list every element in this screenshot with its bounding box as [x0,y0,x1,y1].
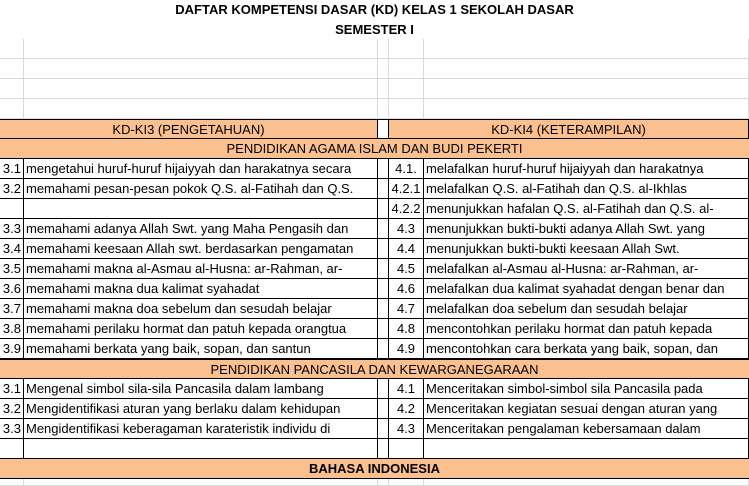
kd-ki3-text[interactable]: memahami makna doa sebelum dan sesudah belajar [24,299,378,319]
empty-cell[interactable] [424,79,749,99]
header-spacer[interactable] [378,120,389,139]
empty-row [0,439,749,459]
kd-ki4-number[interactable]: 4.9 [389,339,424,359]
kd-ki3-text[interactable]: memahami berkata yang baik, sopan, dan santun [24,339,378,359]
spacer-cell[interactable] [378,279,389,299]
kd-row [0,159,749,179]
kd-row [0,299,749,319]
empty-cell[interactable] [389,39,424,59]
kd-ki4-number[interactable]: 4.6 [389,279,424,299]
kd-row [0,319,749,339]
spacer-cell[interactable] [378,179,389,199]
kd-ki4-text[interactable]: Menceritakan kegiatan sesuai dengan aturan yang [424,399,749,419]
kd-ki4-text[interactable]: mencontohkan cara berkata yang baik, sopan, dan [424,339,749,359]
kd-ki4-number[interactable]: 4.1. [389,159,424,179]
kd-ki3-text[interactable]: memahami adanya Allah Swt. yang Maha Pengasih dan [24,219,378,239]
kd-ki3-text[interactable]: memahami perilaku hormat dan patuh kepada orangtua [24,319,378,339]
kd-row [0,199,749,219]
kd-ki4-number[interactable]: 4.1 [389,379,424,399]
kd-ki4-number[interactable]: 4.3 [389,219,424,239]
kd-row [0,419,749,439]
kd-ki3-number[interactable]: 3.4 [0,239,24,259]
partial-row [0,479,749,486]
kd-row [0,219,749,239]
kd-row [0,279,749,299]
kd-ki3-text[interactable]: memahami makna dua kalimat syahadat [24,279,378,299]
kd-ki3-number[interactable]: 3.9 [0,339,24,359]
kd-ki3-number[interactable]: 3.2 [0,179,24,199]
kd-ki3-number[interactable]: 3.2 [0,399,24,419]
kd-ki4-text[interactable]: menunjukkan bukti-bukti keesaan Allah Swt. [424,239,749,259]
empty-cell[interactable] [378,39,389,59]
subject-ppkn[interactable]: PENDIDIKAN PANCASILA DAN KEWARGANEGARAAN [0,359,749,379]
empty-cell[interactable] [424,479,749,486]
empty-cell[interactable] [0,479,24,486]
empty-cell[interactable] [378,59,389,79]
empty-cell[interactable] [24,79,378,99]
empty-cell[interactable] [378,439,389,459]
empty-cell[interactable] [0,99,24,119]
empty-cell[interactable] [378,479,389,486]
kd-ki3-number[interactable]: 3.7 [0,299,24,319]
header-ki3[interactable]: KD-KI3 (PENGETAHUAN) [0,120,378,139]
spacer-cell[interactable] [378,219,389,239]
kd-ki3-text[interactable]: Mengenal simbol sila-sila Pancasila dalam lambang [24,379,378,399]
empty-cell[interactable] [389,479,424,486]
kd-ki4-text[interactable]: Menceritakan pengalaman kebersamaan dalam [424,419,749,439]
empty-cell[interactable] [24,59,378,79]
title-row-1 [0,0,749,19]
kd-row [0,259,749,279]
empty-cell[interactable] [424,439,749,459]
kd-ki4-number[interactable]: 4.7 [389,299,424,319]
kd-row [0,399,749,419]
subject-row [0,459,749,479]
semester-label[interactable]: SEMESTER I [335,21,414,37]
empty-cell[interactable] [389,99,424,119]
kd-ki3-number[interactable]: 3.1 [0,159,24,179]
empty-cell[interactable] [24,99,378,119]
kd-ki4-text[interactable]: melafalkan Q.S. al-Fatihah dan Q.S. al-Ikhlas [424,179,749,199]
empty-cell[interactable] [24,39,378,59]
header-row [0,119,749,139]
kd-ki4-text[interactable]: melafalkan dua kalimat syahadat dengan benar dan [424,279,749,299]
subject-bindo[interactable]: BAHASA INDONESIA [0,459,749,479]
kd-row [0,179,749,199]
kd-ki3-number[interactable]: 3.6 [0,279,24,299]
spacer-cell[interactable] [378,259,389,279]
empty-cell[interactable] [0,39,24,59]
kd-ki3-text[interactable]: mengetahui huruf-huruf hijaiyyah dan harakatnya secara [24,159,378,179]
kd-ki4-number[interactable]: 4.5 [389,259,424,279]
kd-ki3-text[interactable]: Mengidentifikasi keberagaman karateristik individu di [24,419,378,439]
kd-ki4-text[interactable]: Menceritakan simbol-simbol sila Pancasila pada [424,379,749,399]
empty-cell[interactable] [378,79,389,99]
kd-ki3-text[interactable] [24,199,378,219]
kd-ki4-number[interactable]: 4.8 [389,319,424,339]
kd-ki3-number[interactable]: 3.5 [0,259,24,279]
empty-row [0,99,749,119]
kd-ki4-text[interactable]: menunjukkan hafalan Q.S. al-Fatihah dan Q.S. al- [424,199,749,219]
kd-ki4-text[interactable]: melafalkan al-Asmau al-Husna: ar-Rahman, ar- [424,259,749,279]
kd-ki3-number[interactable] [0,199,24,219]
kd-ki4-number[interactable]: 4.4 [389,239,424,259]
kd-ki4-number[interactable]: 4.2 [389,399,424,419]
empty-cell[interactable] [424,39,749,59]
kd-ki4-number[interactable]: 4.2.1 [389,179,424,199]
empty-cell[interactable] [24,439,378,459]
empty-cell[interactable] [424,99,749,119]
kd-ki4-text[interactable]: melafalkan doa sebelum dan sesudah belajar [424,299,749,319]
spacer-cell[interactable] [378,319,389,339]
kd-ki3-number[interactable]: 3.1 [0,379,24,399]
spacer-cell[interactable] [378,339,389,359]
spacer-cell[interactable] [378,159,389,179]
header-ki4[interactable]: KD-KI4 (KETERAMPILAN) [389,120,749,139]
spacer-cell[interactable] [378,239,389,259]
kd-row [0,239,749,259]
empty-cell[interactable] [0,79,24,99]
empty-row [0,59,749,79]
kd-ki4-number[interactable]: 4.2.2 [389,199,424,219]
subject-row [0,359,749,379]
kd-ki4-text[interactable]: mencontohkan perilaku hormat dan patuh kepada [424,319,749,339]
kd-ki3-text[interactable]: memahami makna al-Asmau al-Husna: ar-Rahman, ar- [24,259,378,279]
kd-ki4-text[interactable]: menunjukkan bukti-bukti adanya Allah Swt. yang [424,219,749,239]
spacer-cell[interactable] [378,379,389,399]
sheet-title[interactable]: DAFTAR KOMPETENSI DASAR (KD) KELAS 1 SEKOLAH DASAR [175,2,574,17]
empty-cell[interactable] [424,59,749,79]
spacer-cell[interactable] [378,399,389,419]
subject-row [0,139,749,159]
empty-cell[interactable] [24,479,378,486]
spacer-cell[interactable] [378,419,389,439]
kd-ki3-number[interactable]: 3.3 [0,219,24,239]
kd-ki3-text[interactable]: memahami pesan-pesan pokok Q.S. al-Fatihah dan Q.S. [24,179,378,199]
spacer-cell[interactable] [378,199,389,219]
kd-row [0,339,749,359]
subject-pai[interactable]: PENDIDIKAN AGAMA ISLAM DAN BUDI PEKERTI [0,139,749,159]
kd-ki4-text[interactable]: melafalkan huruf-huruf hijaiyyah dan harakatnya [424,159,749,179]
empty-row [0,79,749,99]
empty-row [0,39,749,59]
kd-ki3-number[interactable]: 3.8 [0,319,24,339]
kd-ki3-text[interactable]: Mengidentifikasi aturan yang berlaku dalam kehidupan [24,399,378,419]
kd-ki3-number[interactable]: 3.3 [0,419,24,439]
empty-cell[interactable] [0,439,24,459]
kd-ki3-text[interactable]: memahami keesaan Allah swt. berdasarkan pengamatan [24,239,378,259]
title-row-2 [0,19,749,39]
empty-cell[interactable] [389,79,424,99]
empty-cell[interactable] [0,59,24,79]
empty-cell[interactable] [389,439,424,459]
kd-row [0,379,749,399]
empty-cell[interactable] [389,59,424,79]
empty-cell[interactable] [378,99,389,119]
kd-ki4-number[interactable]: 4.3 [389,419,424,439]
spacer-cell[interactable] [378,299,389,319]
